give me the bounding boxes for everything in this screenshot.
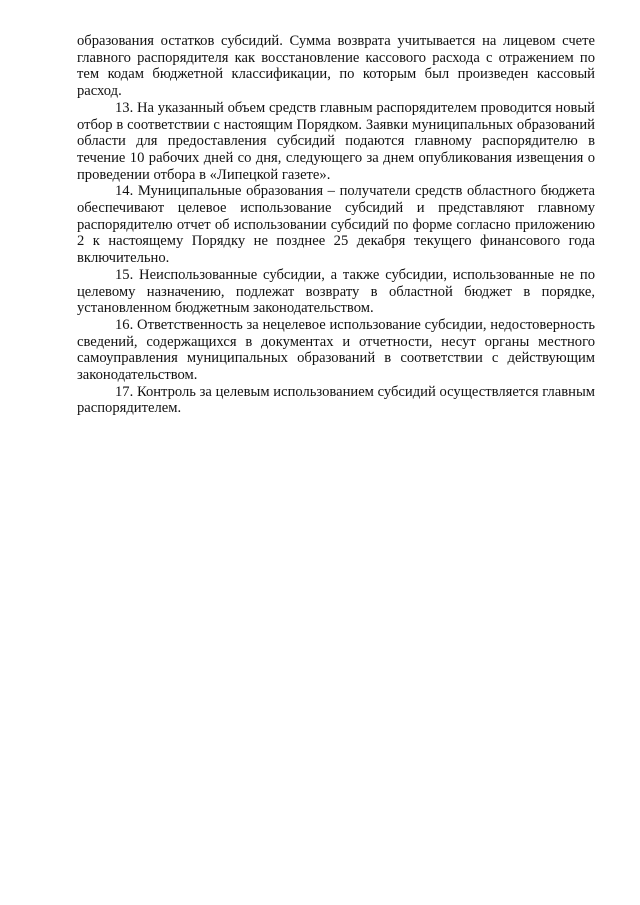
paragraph-16: 16. Ответственность за нецелевое использование субсидии, недостоверность сведений, содержащихся в документах и отчетности, несут органы местного самоуправления муниципальных образований в соответствии с действующим законодательством. [77, 316, 595, 384]
paragraph-12-continuation: образования остатков субсидий. Сумма возврата учитывается на лицевом счете главного распорядителя как восстановление кассового расхода с отражением по тем кодам бюджетной классификации, по которым был произведен кассовый расход. [77, 33, 595, 100]
paragraph-14: 14. Муниципальные образования – получатели средств областного бюджета обеспечивают целевое использование субсидий и представляют главному распорядителю отчет об использовании субсидий по форме согласно приложению 2 к настоящему Порядку не позднее 25 декабря текущего финансового года включительно. [77, 183, 595, 267]
document-body [77, 33, 595, 417]
paragraph-17: 17. Контроль за целевым использованием субсидий осуществляется главным распорядителем. [77, 383, 595, 417]
paragraph-13: 13. На указанный объем средств главным распорядителем проводится новый отбор в соответствии с настоящим Порядком. Заявки муниципальных образований области для предоставления субсидий подаются главному распорядителю в течение 10 рабочих дней со дня, следующего за днем опубликования извещения о проведении отбора в «Липецкой газете». [77, 99, 595, 183]
paragraph-15: 15. Неиспользованные субсидии, а также субсидии, использованные не по целевому назначению, подлежат возврату в областной бюджет в порядке, установленном бюджетным законодательством. [77, 266, 595, 317]
